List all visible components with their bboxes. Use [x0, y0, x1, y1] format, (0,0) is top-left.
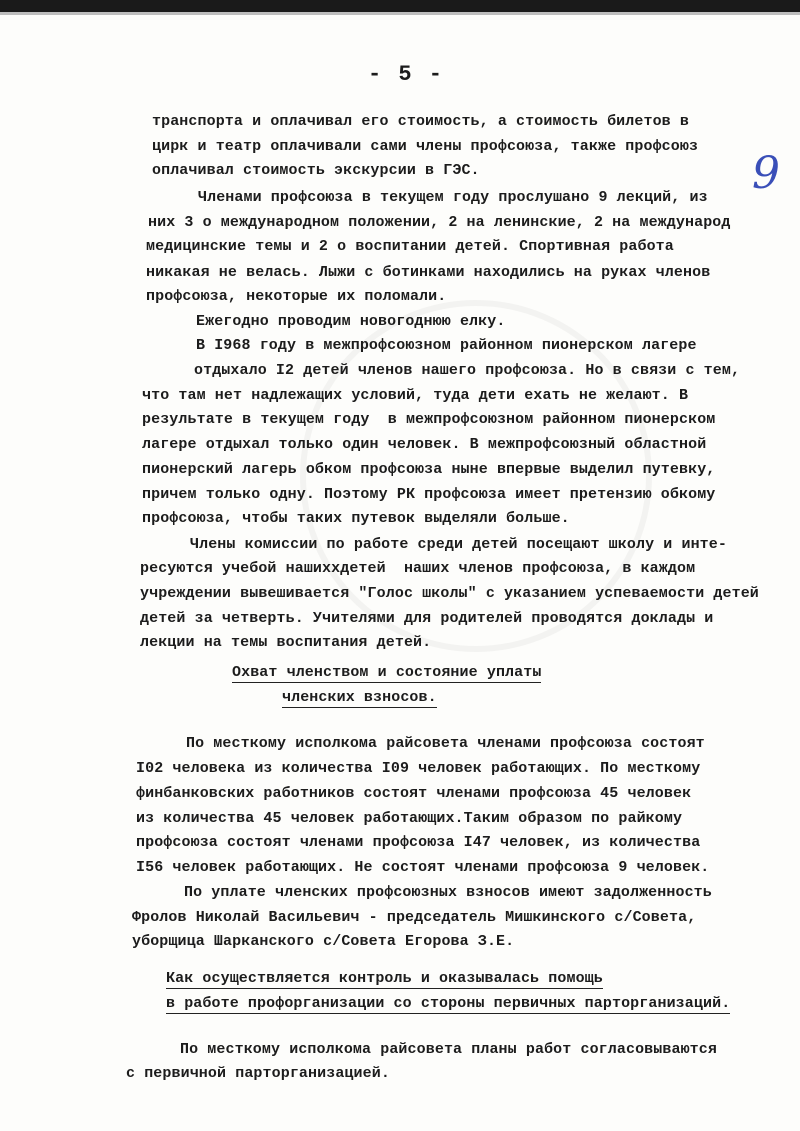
text-line: В I968 году в межпрофсоюзном районном пионерском лагере [196, 337, 697, 354]
text-line: детей за четверть. Учителями для родителей проводятся доклады и [140, 610, 714, 627]
section-heading-line [282, 689, 437, 707]
text-line: I56 человек работающих. Не состоят членами профсоюза 9 человек. [136, 859, 710, 876]
text-line: По месткому исполкома райсовета членами профсоюза состоят [186, 735, 705, 752]
text-line: профсоюза, чтобы таких путевок выделяли больше. [142, 510, 570, 527]
text-line: никакая не велась. Лыжи с ботинками находились на руках членов [146, 264, 711, 281]
text-line: цирк и театр оплачивали сами члены профсоюза, также профсоюз [152, 138, 699, 155]
text-line: учреждении вывешивается "Голос школы" с указанием успеваемости детей [140, 585, 759, 602]
text-line: профсоюза состоят членами профсоюза I47 человек, из количества [136, 834, 701, 851]
text-line: I02 человека из количества I09 человек работающих. По месткому [136, 760, 701, 777]
text-line: оплачивал стоимость экскурсии в ГЭС. [152, 162, 480, 179]
page-number: - 5 - [368, 62, 445, 87]
text-line: профсоюза, некоторые их поломали. [146, 288, 447, 305]
text-line: финбанковских работников состоят членами профсоюза 45 человек [136, 785, 692, 802]
text-line: уборщица Шарканского с/Совета Егорова З.Е. [132, 933, 515, 950]
handwritten-margin-mark: 9 [752, 148, 780, 199]
text-line: из количества 45 человек работающих.Таким образом по райкому [136, 810, 683, 827]
text-line: них 3 о международном положении, 2 на ленинские, 2 на международ [148, 214, 731, 231]
text-line: лекции на темы воспитания детей. [140, 634, 432, 651]
section-heading-text: Охват членством и состояние уплаты [232, 664, 542, 681]
section-heading-text: Как осуществляется контроль и оказывалась помощь [166, 970, 603, 987]
text-line: отдыхало I2 детей членов нашего профсоюза. Но в связи с тем, [194, 362, 741, 379]
text-line: Членами профсоюза в текущем году прослушано 9 лекций, из [198, 189, 708, 206]
scan-top-shadow [0, 12, 800, 15]
text-line: Члены комиссии по работе среди детей посещают школу и инте- [190, 536, 727, 553]
text-line: ресуются учебой нашихxдетей наших членов профсоюза, в каждом [140, 560, 696, 577]
text-line: По месткому исполкома райсовета планы работ согласовываются [180, 1041, 717, 1058]
text-line: По уплате членских профсоюзных взносов имеют задолженность [184, 884, 712, 901]
text-line: лагере отдыхал только один человек. В межпрофсоюзный областной [142, 436, 707, 453]
text-line: Фролов Николай Васильевич - председатель Мишкинского с/Совета, [132, 909, 697, 926]
text-line: транспорта и оплачивал его стоимость, а стоимость билетов в [152, 113, 689, 130]
text-line: причем только одну. Поэтому РК профсоюза имеет претензию обкому [142, 486, 716, 503]
text-line: пионерский лагерь обком профсоюза ныне впервые выделил путевку, [142, 461, 716, 478]
section-heading-line [166, 995, 730, 1013]
section-heading-line [232, 664, 541, 682]
section-heading-text: в работе профорганизации со стороны первичных парторганизаций. [166, 995, 731, 1012]
section-heading-text: членских взносов. [282, 689, 437, 706]
text-line: медицинские темы и 2 о воспитании детей. Спортивная работа [146, 238, 674, 255]
text-line: Ежегодно проводим новогоднюю елку. [196, 313, 506, 330]
text-line: что там нет надлежащих условий, туда дети ехать не желают. В [142, 387, 689, 404]
section-heading-line [166, 970, 603, 988]
text-line: с первичной парторганизацией. [126, 1065, 390, 1082]
scan-top-edge [0, 0, 800, 12]
text-line: результате в текущем году в межпрофсоюзном районном пионерском [142, 411, 716, 428]
